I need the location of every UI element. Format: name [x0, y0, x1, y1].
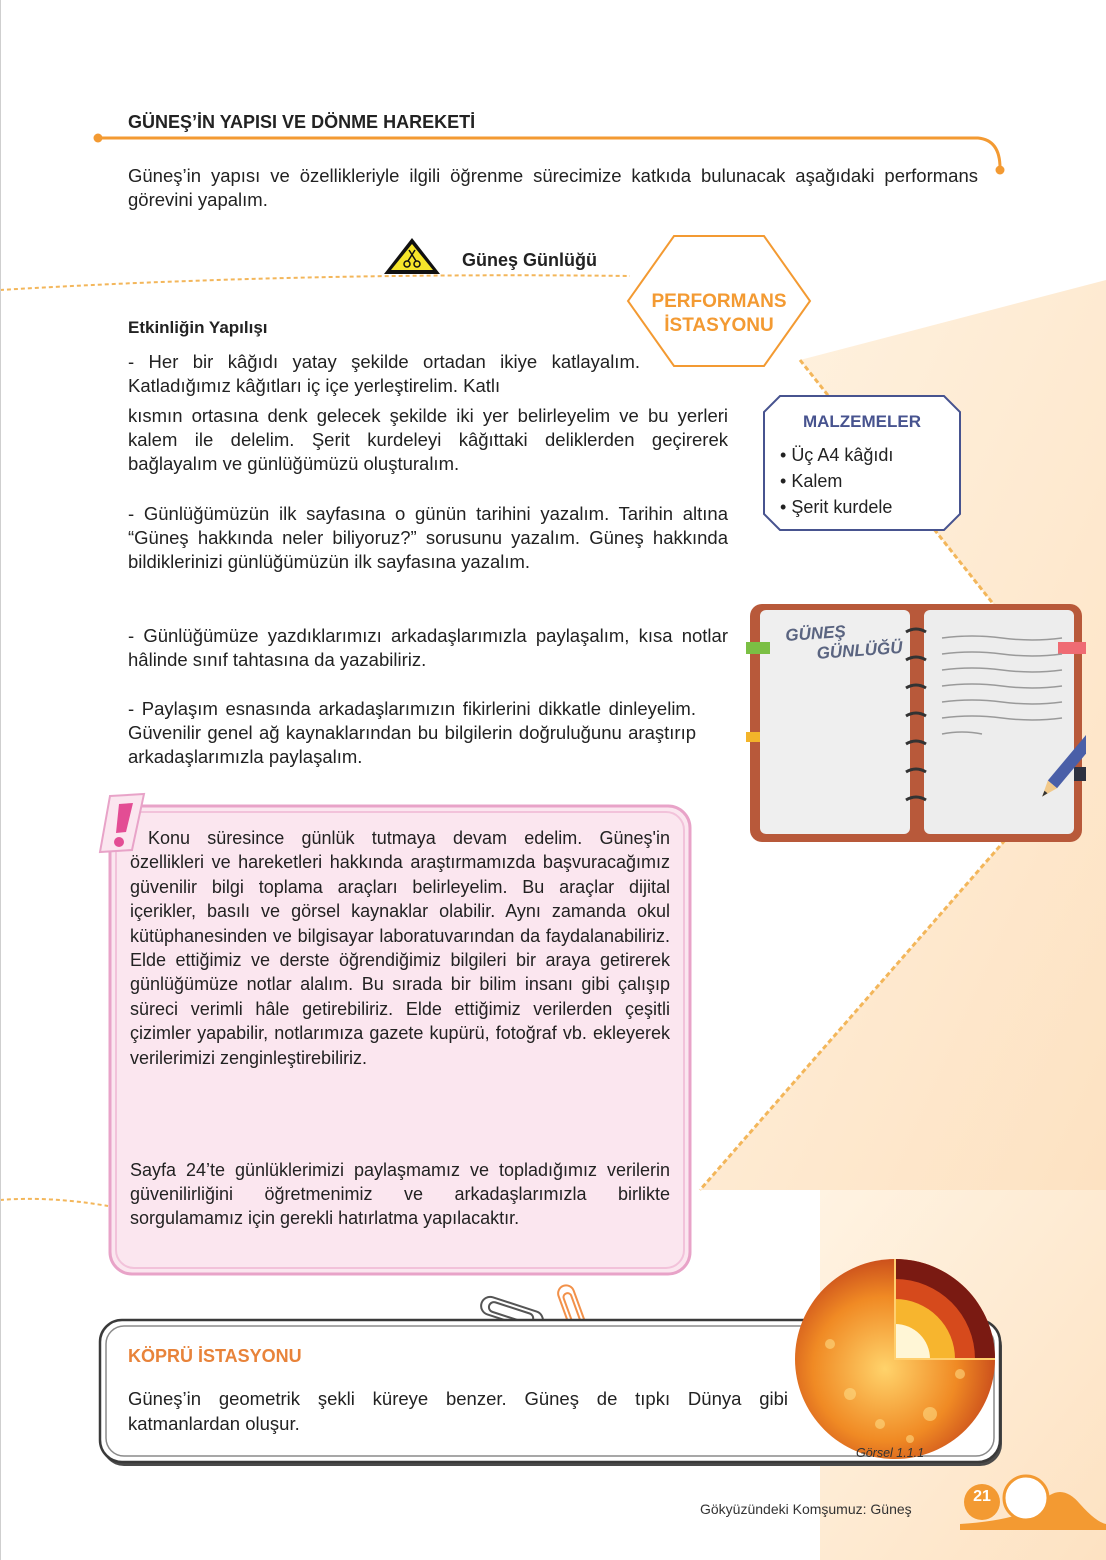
section-title: GÜNEŞ’İN YAPISI VE DÖNME HAREKETİ [128, 112, 476, 132]
procedure-step-2: - Günlüğümüzün ilk sayfasına o günün tarihini yazalım. Tarihin altına “Güneş hakkında neler biliyoruz?” sorusunu yazalım. Güneş hakkında bildiklerinizi günlüğümüzün ilk sayfasına yazalım. [128, 503, 728, 572]
diary-cover-title [785, 618, 903, 666]
note-paragraph-1: Konu süresince günlük tutmaya devam edelim. Güneş'in özellikleri ve hareketleri hakkında araştırmamızda başvuracağımız güvenilir bilgi toplama araçları belirleyelim. Bu araçlar dijital içerikler, basılı ve görsel kaynaklar olabilir. Aynı zamanda okul kütüphanesinden ve bilgisayar laboratuvarından da faydalanabiliriz. Elde ettiğimiz ve derste öğrendiğimiz bilgileri bir araya getirerek günlüğümüze notlar alalım. Bu sırada bir bilim insanı gibi çalışıp süreci verimli hâle getirebiliriz. Elde ettiğimiz verilerden çeşitli çizimler yapabilir, notlarımıza gazete kupürü, fotoğraf vb. ekleyerek verilerimizi zenginleştirebiliriz. [130, 828, 670, 1068]
material-item: • Kalem [780, 468, 893, 494]
page-number: 21 [973, 1488, 991, 1505]
procedure-step-1a: - Her bir kâğıdı yatay şekilde ortadan ikiye katlayalım. Katladığımız kâğıtları iç içe yerleştirelim. Katlı [128, 351, 640, 396]
procedure-step-3: - Günlüğümüze yazdıklarımızı arkadaşlarımızla paylaşalım, kısa notlar hâlinde sınıf tahtasına da yazabiliriz. [128, 625, 728, 670]
scissors-warning-icon [380, 236, 444, 276]
material-item: • Üç A4 kâğıdı [780, 442, 893, 468]
station-line-2: İSTASYONU [664, 315, 774, 336]
diary-line-1: GÜNEŞ [784, 621, 847, 646]
chapter-title: Gökyüzündeki Komşumuz: Güneş [700, 1501, 912, 1517]
procedure-title: Etkinliğin Yapılışı [128, 318, 268, 337]
bridge-station-title: KÖPRÜ İSTASYONU [128, 1346, 302, 1366]
materials-list [780, 442, 893, 520]
sun-diary-illustration [746, 602, 1086, 872]
procedure-step-4: - Paylaşım esnasında arkadaşlarımızın fikirlerini dikkatle dinleyelim. Güvenilir genel ağ kaynaklarından bu bilgilerin doğruluğunu araştırıp arkadaşlarımızla paylaşalım. [128, 698, 696, 767]
procedure-step-1b: kısmın ortasına denk gelecek şekilde iki yer belirleyelim ve bu yerleri kalem ile delelim. Şerit kurdeleyi kâğıttaki deliklerden geçirerek bağlayalım ve günlüğümüzü oluşturalım. [128, 405, 728, 474]
performance-station-label [626, 290, 812, 338]
note-paragraph-2: Sayfa 24’te günlüklerimizi paylaşmamız ve topladığımız verilerin güvenilirliğini öğretmenimiz ve arkadaşlarımızla birlikte sorgulamamız için gerekli hatırlatma yapılacaktır. [130, 1160, 670, 1228]
material-item: • Şerit kurdele [780, 494, 893, 520]
activity-title: Güneş Günlüğü [462, 250, 597, 270]
diary-line-2: GÜNLÜĞÜ [816, 637, 904, 663]
materials-title: MALZEMELER [802, 412, 922, 431]
image-caption: Görsel 1.1.1 [856, 1446, 925, 1460]
sun-layers-image [790, 1254, 1000, 1464]
station-line-1: PERFORMANS [651, 291, 787, 312]
bridge-station-text: Güneş’in geometrik şekli küreye benzer. Güneş de tıpkı Dünya gibi katmanlardan oluşur. [128, 1388, 788, 1434]
intro-paragraph: Güneş’in yapısı ve özellikleriyle ilgili öğrenme sürecimize katkıda bulunacak aşağıdaki performans görevini yapalım. [128, 165, 978, 210]
